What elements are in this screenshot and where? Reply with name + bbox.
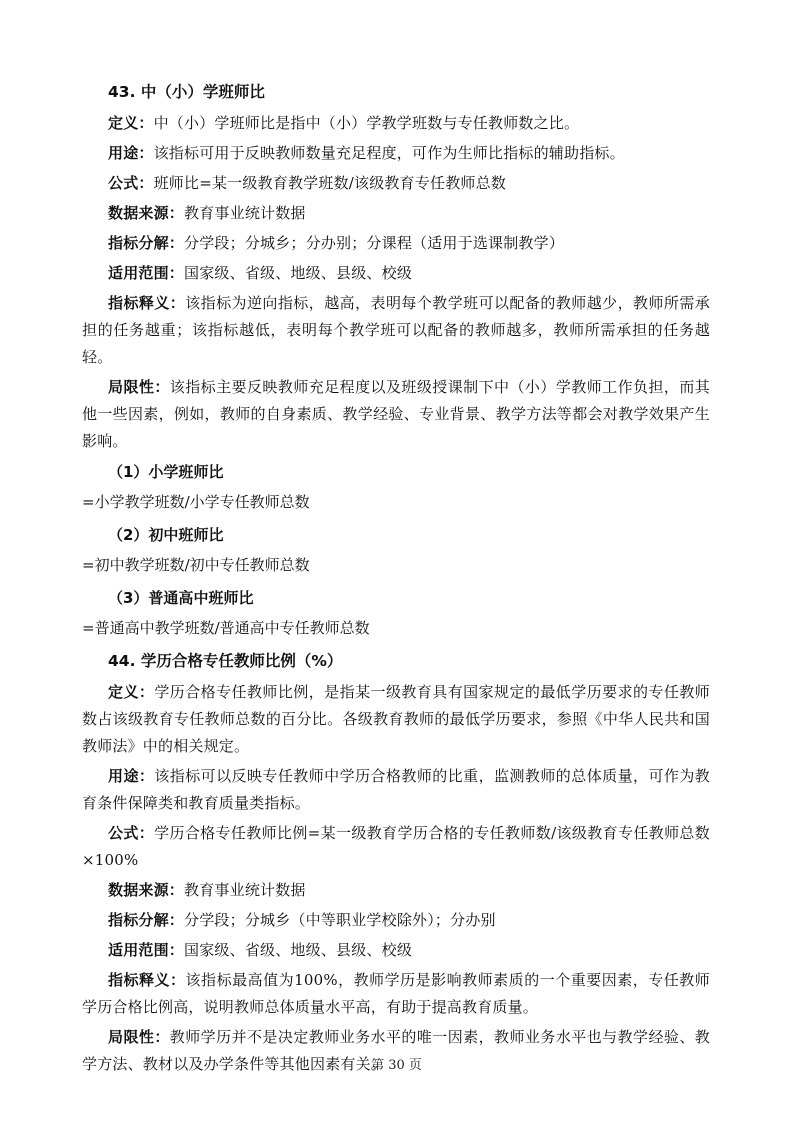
scope-field	[82, 937, 710, 964]
field-label: 数据来源：	[108, 204, 185, 222]
usage-field	[82, 140, 710, 167]
limitation-field	[82, 374, 710, 455]
subitem-formula: =初中教学班数/初中专任教师总数	[82, 556, 310, 574]
field-label: 用途：	[108, 144, 154, 162]
field-label: 定义：	[108, 683, 155, 701]
formula-field	[82, 820, 710, 874]
field-label: 指标释义：	[108, 294, 186, 312]
page-content	[82, 74, 710, 1081]
field-text: 国家级、省级、地级、县级、校级	[184, 941, 413, 959]
field-text: 国家级、省级、地级、县级、校级	[184, 264, 413, 282]
data-source-field	[82, 200, 710, 227]
field-text: 班师比=某一级教育教学班数/该级教育专任教师总数	[153, 174, 507, 192]
field-label: 适用范围：	[108, 941, 185, 959]
breakdown-field	[82, 230, 710, 257]
field-label: 适用范围：	[108, 264, 185, 282]
subitem-title: （2）初中班师比	[108, 526, 224, 544]
field-text: 学历合格专任教师比例，是指某一级教育具有国家规定的最低学历要求的专任教师数占该级教育专任教师总数的百分比。各级教育教师的最低学历要求，参照《中华人民共和国教师法》中的相关规定。	[82, 683, 710, 755]
field-text: 该指标为逆向指标，越高，表明每个教学班可以配备的教师越少，教师所需承担的任务越重；该指标越低，表明每个教学班可以配备的教师越多，教师所需承担的任务越轻。	[82, 294, 710, 366]
field-text: 教育事业统计数据	[184, 204, 306, 222]
data-source-field	[82, 877, 710, 904]
subitem-formula: =小学教学班数/小学专任教师总数	[82, 493, 310, 511]
field-label: 数据来源：	[108, 881, 185, 899]
section-heading: 43. 中（小）学班师比	[108, 83, 265, 101]
field-label: 局限性：	[108, 1028, 170, 1046]
field-label: 公式：	[108, 174, 154, 192]
field-text: 该指标主要反映教师充足程度以及班级授课制下中（小）学教师工作负担，而其他一些因素，例如，教师的自身素质、教学经验、专业背景、教学方法等都会对教学效果产生影响。	[82, 378, 710, 450]
field-label: 指标分解：	[108, 234, 185, 252]
field-text: 该指标最高值为100%，教师学历是影响教师素质的一个重要因素，专任教师学历合格比例高，说明教师总体质量水平高，有助于提高教育质量。	[82, 971, 710, 1016]
formula-field	[82, 170, 710, 197]
field-label: 局限性：	[108, 378, 170, 396]
field-text: 该指标可用于反映教师数量充足程度，可作为生师比指标的辅助指标。	[153, 144, 625, 162]
usage-field	[82, 763, 710, 817]
definition-field	[82, 110, 710, 137]
subitem-title: （1）小学班师比	[108, 463, 224, 481]
subitem-title: （3）普通高中班师比	[108, 589, 254, 607]
field-text: 教育事业统计数据	[184, 881, 306, 899]
section-heading: 44. 学历合格专任教师比例（%）	[108, 652, 343, 670]
interpretation-field	[82, 967, 710, 1021]
field-label: 公式：	[108, 824, 155, 842]
subitem-formula: =普通高中教学班数/普通高中专任教师总数	[82, 619, 370, 637]
field-text: 分学段；分城乡（中等职业学校除外）；分办别	[184, 911, 496, 929]
interpretation-field	[82, 290, 710, 371]
field-text: 该指标可以反映专任教师中学历合格教师的比重，监测教师的总体质量，可作为教育条件保障类和教育质量类指标。	[82, 767, 710, 812]
definition-field	[82, 679, 710, 760]
scope-field	[82, 260, 710, 287]
field-text: 分学段；分城乡；分办别；分课程（适用于选课制教学）	[184, 234, 565, 252]
field-label: 指标释义：	[108, 971, 186, 989]
breakdown-field	[82, 907, 710, 934]
field-text: 学历合格专任教师比例=某一级教育学历合格的专任教师数/该级教育专任教师总数×100%	[82, 824, 710, 869]
field-label: 定义：	[108, 114, 154, 132]
page-number: 第 30 页	[371, 1058, 422, 1073]
field-text: 中（小）学班师比是指中（小）学教学班数与专任教师数之比。	[153, 114, 580, 132]
field-text: 教师学历并不是决定教师业务水平的唯一因素，教师业务水平也与教学经验、教学方法、教材以及办学条件等其他因素有关。	[82, 1028, 710, 1073]
field-label: 指标分解：	[108, 911, 185, 929]
field-label: 用途：	[108, 767, 155, 785]
